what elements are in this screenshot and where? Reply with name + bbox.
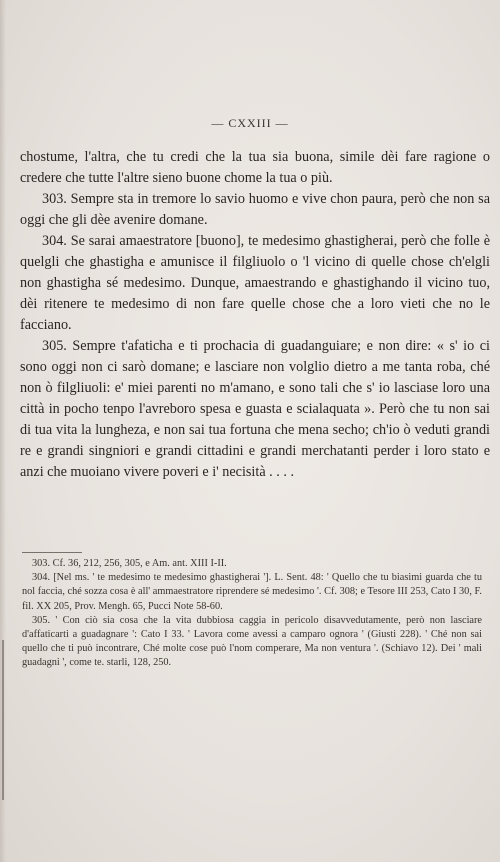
paragraph-303: 303. Sempre sta in tremore lo savio huomo e vive chon paura, però che non sa oggi che gli dèe avenire domane. (20, 191, 490, 228)
footnote-304: 304. [Nel ms. ' te medesimo te medesimo ghastigherai ']. L. Sent. 48: ' Quello che tu biasimi guarda che tu nol faccia, ché sozza cosa è all' ammaestratore riprendere sé medesimo '. Cf. 308; e Tesore III 253, Cato I 30, F. fil. XX 205, Prov. Mengh. 65, Pucci Note 58-60. (22, 572, 482, 612)
footnote-rule (22, 552, 82, 553)
running-head: — CXXIII — (211, 116, 289, 130)
paragraph-304: 304. Se sarai amaestratore [buono], te medesimo ghastigherai, però che folle è quelgli che ghastigha e amunisce il filgliuolo o 'l vicino di quelle chose ch'elgli non ghastigha sé medesimo. Dunque, amaestrando e ghastighando il vicino tuo, dèi ritenere te medesimo di non fare quelle chose che a loro vieti che no le facciano. (20, 233, 490, 333)
page-fold-mark (2, 640, 4, 800)
footnote-305: 305. ' Con ciò sia cosa che la vita dubbiosa caggia in pericolo disavvedutamente, però non lasciare d'affaticarti a guadagnare ': Cato I 33. ' Lavora come avessi a camparo ognora ' (Giusti 228). ' Ché non sai quello che ti può incontrare, Ché molte cose può l'nom comperare, Ma non ventura '. (Schiavo 12). Dei ' mali guadagni ', come te. starli, 128, 250. (22, 614, 482, 669)
paragraph-305: 305. Sempre t'afaticha e ti prochacia di guadanguiare; e non dire: « s' io ci sono oggi non ci sarò domane; e lasciare non volglio dietro a me tanta roba, ché non ò filgliuoli: e' miei parenti no m'amano, e sono tali che s' io lasciase loro una città in pocho tenpo l'avreboro spesa e guasta e scialaquata ». Però che tu non sai di tua vita la lungheza, e non sai tua fortuna che mena secho; ch'io ò veduti grandi re e grandi singniori e grandi cittadini e grandi merchatanti perder i loro stato e anzi che muoiano vivere poveri e i' necisità . . . . (20, 338, 490, 480)
footnote-303: 303. Cf. 36, 212, 256, 305, e Am. ant. XIII I-II. (32, 558, 227, 569)
footnotes (22, 557, 482, 671)
main-text (20, 147, 490, 483)
paragraph-302-end: chostume, l'altra, che tu credi che la tua sia buona, simile dèi fare ragione o credere che tutte l'altre sieno buone chome la tua o più. (20, 149, 490, 186)
